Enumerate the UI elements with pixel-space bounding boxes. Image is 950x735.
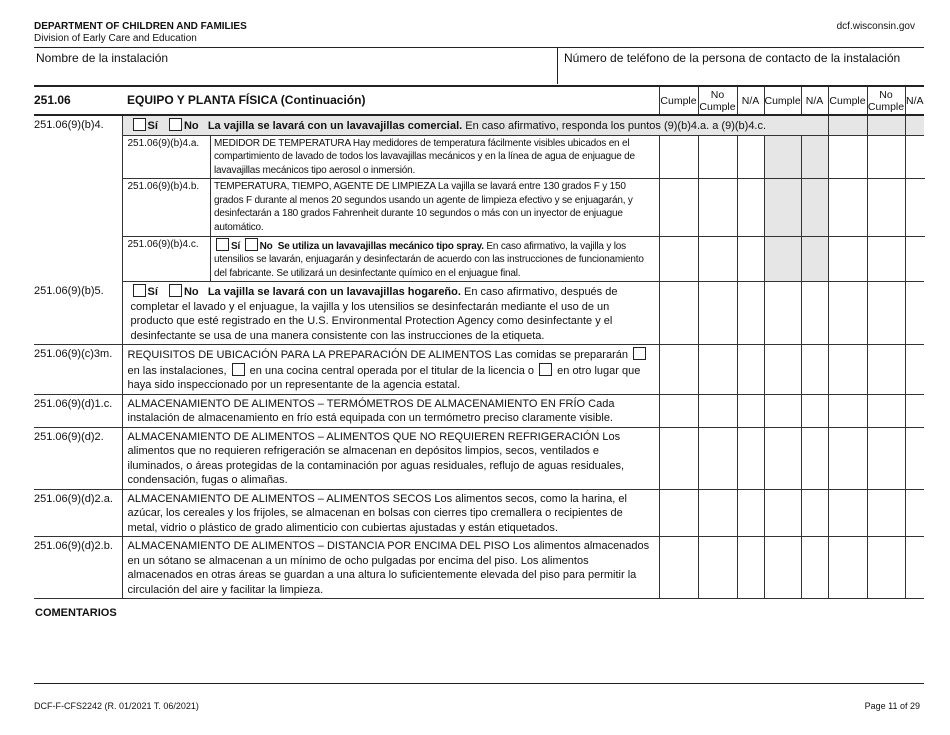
no-word: No <box>710 88 725 101</box>
row-ref: 251.06(9)(d)1.c. <box>34 394 122 427</box>
col-header-na-3: N/A <box>905 86 924 115</box>
col-header-na-2: N/A <box>801 86 828 115</box>
row-ref: 251.06(9)(d)2.a. <box>34 489 122 537</box>
row-text <box>122 282 659 345</box>
cell-cumple-3[interactable] <box>828 489 867 537</box>
cell-na-3[interactable] <box>906 136 925 179</box>
no-checkbox[interactable] <box>245 238 258 251</box>
cell-na-2[interactable] <box>802 136 829 179</box>
cell-na[interactable] <box>738 136 765 179</box>
cell-cumple-3[interactable] <box>829 136 868 179</box>
si-checkbox[interactable] <box>133 118 146 131</box>
row-bold-text: Se utiliza un lavavajillas mecánico tipo spray. <box>277 240 484 252</box>
facility-divider <box>557 47 558 84</box>
text-part-3: en una cocina central operada por el titular de la licencia o <box>246 364 538 377</box>
cell-cumple[interactable] <box>659 537 698 599</box>
cell-cumple-2[interactable] <box>764 427 801 489</box>
cell-na-3[interactable] <box>905 489 924 537</box>
cell-no-cumple-3[interactable] <box>867 282 905 345</box>
cell-no-cumple[interactable] <box>698 282 737 345</box>
table-row <box>123 179 925 236</box>
row-text: ALMACENAMIENTO DE ALIMENTOS – DISTANCIA POR ENCIMA DEL PISO Los alimentos almacenados en un sótano se almacenan a un mínimo de ocho pulgadas por encima del piso. Los alimentos almacenados en otras áreas se guardan a una altura lo suficientemente elevada del piso para permitir la circulación del aire y facilitar la limpieza. <box>122 537 659 599</box>
cell-na-2[interactable] <box>801 282 828 345</box>
no-label: No <box>259 240 273 252</box>
cell-no-cumple[interactable] <box>699 136 738 179</box>
cell-na[interactable] <box>737 282 764 345</box>
cell-na[interactable] <box>738 236 765 281</box>
row-bold-text: La vajilla se lavará con un lavavajillas hogareño. <box>207 286 461 299</box>
table-row <box>34 489 924 537</box>
cell-cumple[interactable] <box>659 394 698 427</box>
facility-top-rule <box>34 47 924 48</box>
cell-cumple-3[interactable] <box>828 537 867 599</box>
table-row <box>34 345 924 395</box>
page-number: Page 11 of 29 <box>864 701 920 711</box>
row-ref: 251.06(9)(b)5. <box>34 282 122 345</box>
cell-no-cumple-3[interactable] <box>867 427 905 489</box>
cell-na[interactable] <box>737 427 764 489</box>
cell-cumple[interactable] <box>660 136 699 179</box>
section-title: EQUIPO Y PLANTA FÍSICA (Continuación) <box>122 86 659 115</box>
form-id: DCF-F-CFS2242 (R. 01/2021 T. 06/2021) <box>34 701 199 711</box>
table-header-row <box>34 86 924 115</box>
cell-no-cumple[interactable] <box>699 179 738 236</box>
table-subrow-group <box>34 135 924 282</box>
row-text: ALMACENAMIENTO DE ALIMENTOS – ALIMENTOS SECOS Los alimentos secos, como la harina, el azúcar, los cereales y los frijoles, se almacenan en bolsas con cierres tipo cremallera o recipientes de metal, vidrio o plástico de grado alimenticio con cubiertas ajustadas y están etiquetados. <box>122 489 659 537</box>
cell-na-2[interactable] <box>801 489 828 537</box>
division-name: Division of Early Care and Education <box>34 33 197 44</box>
row-bold-text: La vajilla se lavará con un lavavajillas comercial. <box>207 120 463 132</box>
website-url: dcf.wisconsin.gov <box>836 21 915 32</box>
cell-cumple-2[interactable] <box>764 345 801 395</box>
cell-na-3[interactable] <box>905 537 924 599</box>
text-part-2: en las instalaciones, <box>127 364 230 377</box>
row-ref: 251.06(9)(d)2.b. <box>34 537 122 599</box>
cell-cumple-2[interactable] <box>764 489 801 537</box>
on-site-checkbox[interactable] <box>633 347 646 360</box>
cumple-word: Cumple <box>699 100 736 113</box>
cell-no-cumple[interactable] <box>698 489 737 537</box>
row-rest-text: En caso afirmativo, la vajilla y los utensilios se lavarán, enjuagarán y desinfectarán de acuerdo con las instrucciones de funcionamiento del fabricante. Se utilizará un desinfectante químico en el enjuague final. <box>214 240 644 279</box>
facility-name-label: Nombre de la instalación <box>36 51 169 65</box>
cell-no-cumple-3[interactable] <box>868 136 906 179</box>
no-checkbox[interactable] <box>169 284 182 297</box>
cell-na[interactable] <box>737 345 764 395</box>
row-text <box>122 345 659 395</box>
cell-cumple-2[interactable] <box>764 537 801 599</box>
row-ref: 251.06(9)(b)4. <box>34 119 104 131</box>
department-name: DEPARTMENT OF CHILDREN AND FAMILIES <box>34 21 247 32</box>
cell-na-2[interactable] <box>801 345 828 395</box>
si-checkbox[interactable] <box>133 284 146 297</box>
table-row <box>123 136 925 179</box>
cell-na-3[interactable] <box>905 345 924 395</box>
si-checkbox[interactable] <box>216 238 229 251</box>
row-ref: 251.06(9)(b)4.a. <box>127 137 200 149</box>
cell-cumple-3[interactable] <box>828 282 867 345</box>
cell-no-cumple[interactable] <box>698 537 737 599</box>
no-checkbox[interactable] <box>169 118 182 131</box>
cell-na-2[interactable] <box>802 179 829 236</box>
no-word: No <box>879 88 893 101</box>
cell-na-3[interactable] <box>905 394 924 427</box>
cell-cumple-2[interactable] <box>765 179 802 236</box>
row-ref: 251.06(9)(b)4.c. <box>123 236 211 281</box>
cell-na-3[interactable] <box>906 236 925 281</box>
row-text: TEMPERATURA, TIEMPO, AGENTE DE LIMPIEZA La vajilla se lavará entre 130 grados F y 150 grados F durante al menos 20 segundos usando un agente de limpieza efectivo y se enjuagarán, y desinfectarán a 180 grados Fahrenheit durante 10 segundos o más con un inyector de enjuague automático. <box>211 179 660 236</box>
cell-na[interactable] <box>738 179 765 236</box>
cell-na-2[interactable] <box>801 394 828 427</box>
table-row <box>34 282 924 345</box>
cell-cumple[interactable] <box>659 345 698 395</box>
other-location-checkbox[interactable] <box>539 363 552 376</box>
table-row <box>123 236 925 281</box>
cell-cumple[interactable] <box>660 179 699 236</box>
cell-cumple-2[interactable] <box>764 394 801 427</box>
row-ref: 251.06(9)(b)4.b. <box>123 179 211 236</box>
cell-cumple-3[interactable] <box>828 345 867 395</box>
cell-cumple-2[interactable] <box>765 236 802 281</box>
cell-cumple[interactable] <box>659 282 698 345</box>
cell-cumple-3[interactable] <box>828 394 867 427</box>
cell-cumple[interactable] <box>659 427 698 489</box>
cell-no-cumple-3[interactable] <box>867 394 905 427</box>
page-header <box>34 21 247 45</box>
si-label: Sí <box>147 120 158 132</box>
cell-no-cumple-3[interactable] <box>867 537 905 599</box>
cell-cumple[interactable] <box>659 489 698 537</box>
footer-rule <box>34 683 924 684</box>
row-text: MEDIDOR DE TEMPERATURA Hay medidores de temperatura fácilmente visibles ubicados en el compartimiento de lavado de todos los lavavajillas mecánicos y en la línea de agua de enjuague de lavavajillas mecánicos tipo aerosol o inmersión. <box>211 136 660 179</box>
facility-phone-label: Número de teléfono de la persona de contacto de la instalación <box>564 51 901 65</box>
sub-indent-cell <box>34 135 122 282</box>
cell-cumple-2[interactable] <box>764 282 801 345</box>
col-header-no-cumple <box>698 86 737 115</box>
cell-na-3[interactable] <box>906 179 925 236</box>
row-ref: 251.06(9)(c)3m. <box>34 345 122 395</box>
cell-na-2[interactable] <box>801 537 828 599</box>
no-label: No <box>183 120 199 132</box>
section-number: 251.06 <box>34 86 122 115</box>
cumple-word: Cumple <box>867 100 905 113</box>
comments-label: COMENTARIOS <box>35 607 117 619</box>
cell-na-3[interactable] <box>905 427 924 489</box>
cell-no-cumple-3[interactable] <box>868 236 906 281</box>
table-row <box>34 537 924 599</box>
cell-no-cumple-3[interactable] <box>867 345 905 395</box>
col-header-na: N/A <box>737 86 764 115</box>
cell-no-cumple[interactable] <box>698 427 737 489</box>
subrow-container <box>122 135 924 282</box>
table-row <box>34 394 924 427</box>
cell-na-2[interactable] <box>801 427 828 489</box>
row-text: ALMACENAMIENTO DE ALIMENTOS – TERMÓMETROS DE ALMACENAMIENTO EN FRÍO Cada instalación de almacenamiento en frío está equipada con un termómetro preciso claramente visible. <box>122 394 659 427</box>
si-label: Sí <box>147 286 158 299</box>
row-text: ALMACENAMIENTO DE ALIMENTOS – ALIMENTOS QUE NO REQUIEREN REFRIGERACIÓN Los alimentos que no requieren refrigeración se almacenan en depósitos limpios, secos, ventilados e iluminados, o áreas protegidas de la contaminación por aguas residuales, reflujo de aguas residuales, condensación, fugas o alimañas. <box>122 427 659 489</box>
text-part-4: en otro lugar que haya sido inspeccionado por un representante de la agencia estatal. <box>127 364 641 392</box>
row-rest-text: En caso afirmativo, responda los puntos (9)(b)4.a. a (9)(b)4.c. <box>462 120 767 132</box>
cell-no-cumple[interactable] <box>698 345 737 395</box>
cell-no-cumple-3[interactable] <box>867 489 905 537</box>
row-rest-text: En caso afirmativo, después de completar el lavado y el enjuague, la vajilla y los utensilios se desinfectarán mediante el uso de un producto que esté registrado en the U.S. Environmental Protection Agency como desinfectante y el desinfectante se usa de una manera consistente con las instrucciones de la etiqueta. <box>130 286 618 342</box>
si-label: Sí <box>231 240 241 252</box>
cell-no-cumple[interactable] <box>699 236 738 281</box>
col-header-cumple-3: Cumple <box>828 86 867 115</box>
col-header-no-cumple-3 <box>867 86 905 115</box>
col-header-cumple: Cumple <box>659 86 698 115</box>
cell-no-cumple[interactable] <box>698 394 737 427</box>
cell-na[interactable] <box>905 115 924 135</box>
cell-cumple[interactable] <box>660 236 699 281</box>
central-kitchen-checkbox[interactable] <box>232 363 245 376</box>
row-text <box>122 115 828 135</box>
checklist-table <box>34 85 924 599</box>
table-row <box>34 115 924 135</box>
cell-cumple-3[interactable] <box>828 427 867 489</box>
cell-na[interactable] <box>737 394 764 427</box>
cell-na-2[interactable] <box>802 236 829 281</box>
cell-no-cumple[interactable] <box>867 115 905 135</box>
table-row <box>34 427 924 489</box>
cell-cumple-2[interactable] <box>765 136 802 179</box>
cell-na[interactable] <box>737 537 764 599</box>
cell-no-cumple-3[interactable] <box>868 179 906 236</box>
no-label: No <box>183 286 199 299</box>
col-header-cumple-2: Cumple <box>764 86 801 115</box>
row-ref: 251.06(9)(d)2. <box>34 427 122 489</box>
subrow-table <box>123 136 925 282</box>
cell-na-3[interactable] <box>905 282 924 345</box>
text-part-1: REQUISITOS DE UBICACIÓN PARA LA PREPARACIÓN DE ALIMENTOS Las comidas se prepararán <box>127 349 632 362</box>
cell-cumple-3[interactable] <box>829 179 868 236</box>
row-text <box>211 236 660 281</box>
cell-na[interactable] <box>737 489 764 537</box>
cell-cumple[interactable] <box>828 115 867 135</box>
cell-cumple-3[interactable] <box>829 236 868 281</box>
